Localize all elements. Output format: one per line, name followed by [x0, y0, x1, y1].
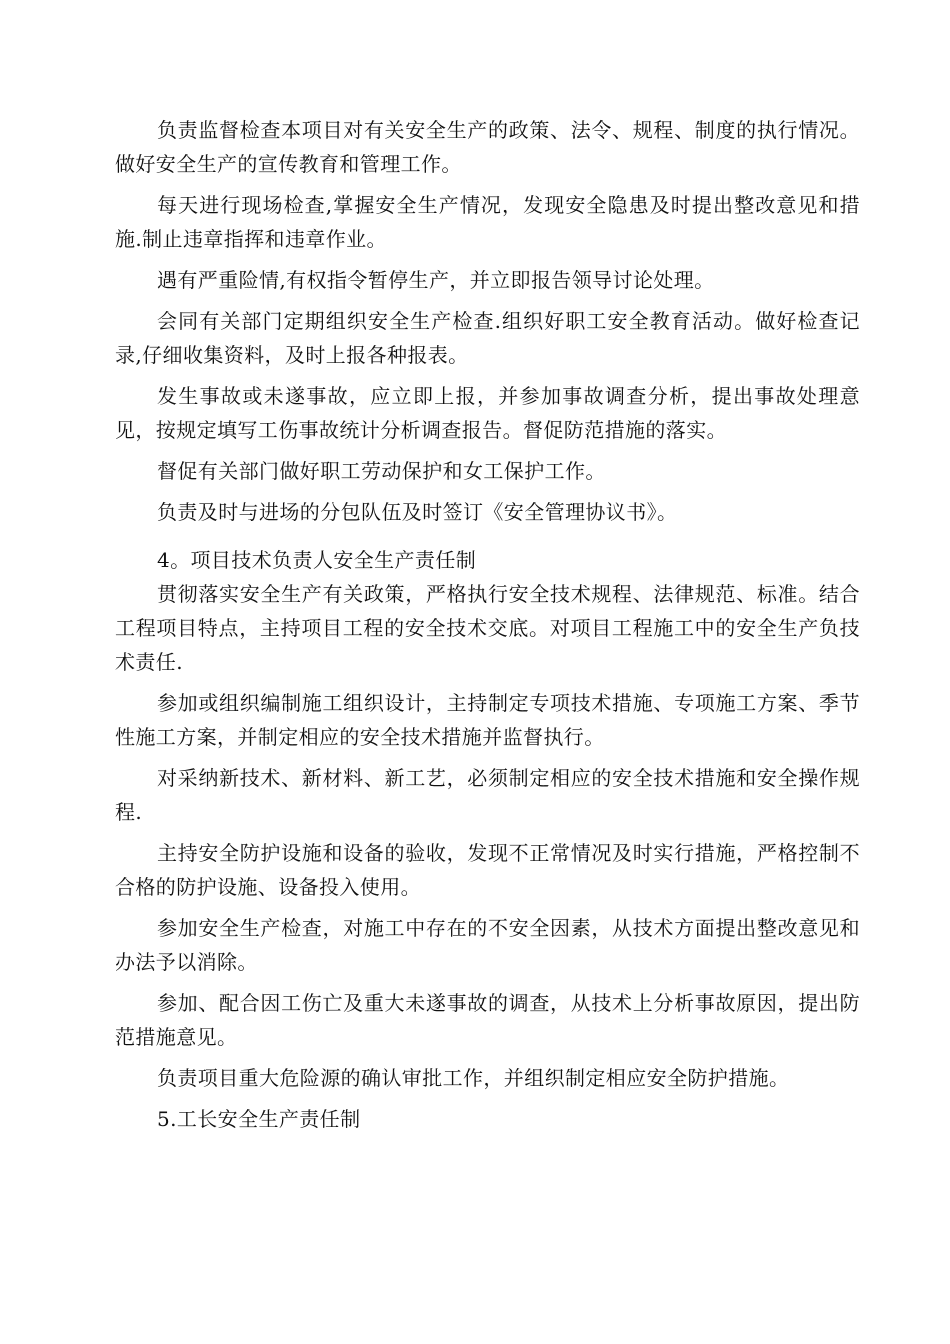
paragraph: 发生事故或未遂事故，应立即上报，并参加事故调查分析，提出事故处理意见，按规定填写工伤事故统计分析调查报告。督促防范措施的落实。: [115, 384, 860, 442]
paragraph: 贯彻落实安全生产有关政策，严格执行安全技术规程、法律规范、标准。结合工程项目特点，主持项目工程的安全技术交底。对项目工程施工中的安全生产负技术责任.: [115, 582, 860, 674]
section-heading-4: 4。项目技术负责人安全生产责任制: [157, 548, 477, 572]
paragraph: 督促有关部门做好职工劳动保护和女工保护工作。: [157, 459, 606, 483]
paragraph: 负责及时与进场的分包队伍及时签订《安全管理协议书》。: [157, 500, 678, 524]
paragraph: 每天进行现场检查,掌握安全生产情况，发现安全隐患及时提出整改意见和措施.制止违章指挥和违章作业。: [115, 193, 860, 251]
document-body: [115, 113, 860, 1136]
paragraph: 负责监督检查本项目对有关安全生产的政策、法令、规程、制度的执行情况。做好安全生产的宣传教育和管理工作。: [115, 118, 860, 176]
paragraph: 遇有严重险情,有权指令暂停生产，并立即报告领导讨论处理。: [157, 268, 715, 292]
paragraph: 对采纳新技术、新材料、新工艺，必须制定相应的安全技术措施和安全操作规程.: [115, 766, 860, 824]
paragraph: 参加安全生产检查，对施工中存在的不安全因素，从技术方面提出整改意见和办法予以消除。: [115, 916, 860, 974]
paragraph: 参加或组织编制施工组织设计，主持制定专项技术措施、专项施工方案、季节性施工方案，并制定相应的安全技术措施并监督执行。: [115, 691, 860, 749]
paragraph: 会同有关部门定期组织安全生产检查.组织好职工安全教育活动。做好检查记录,仔细收集资料，及时上报各种报表。: [115, 309, 860, 367]
paragraph: 负责项目重大危险源的确认审批工作，并组织制定相应安全防护措施。: [157, 1066, 790, 1090]
paragraph: 参加、配合因工伤亡及重大未遂事故的调查，从技术上分析事故原因，提出防范措施意见。: [115, 991, 860, 1049]
section-heading-5: 5.工长安全生产责任制: [157, 1107, 361, 1131]
paragraph: 主持安全防护设施和设备的验收，发现不正常情况及时实行措施，严格控制不合格的防护设施、设备投入使用。: [115, 841, 860, 899]
